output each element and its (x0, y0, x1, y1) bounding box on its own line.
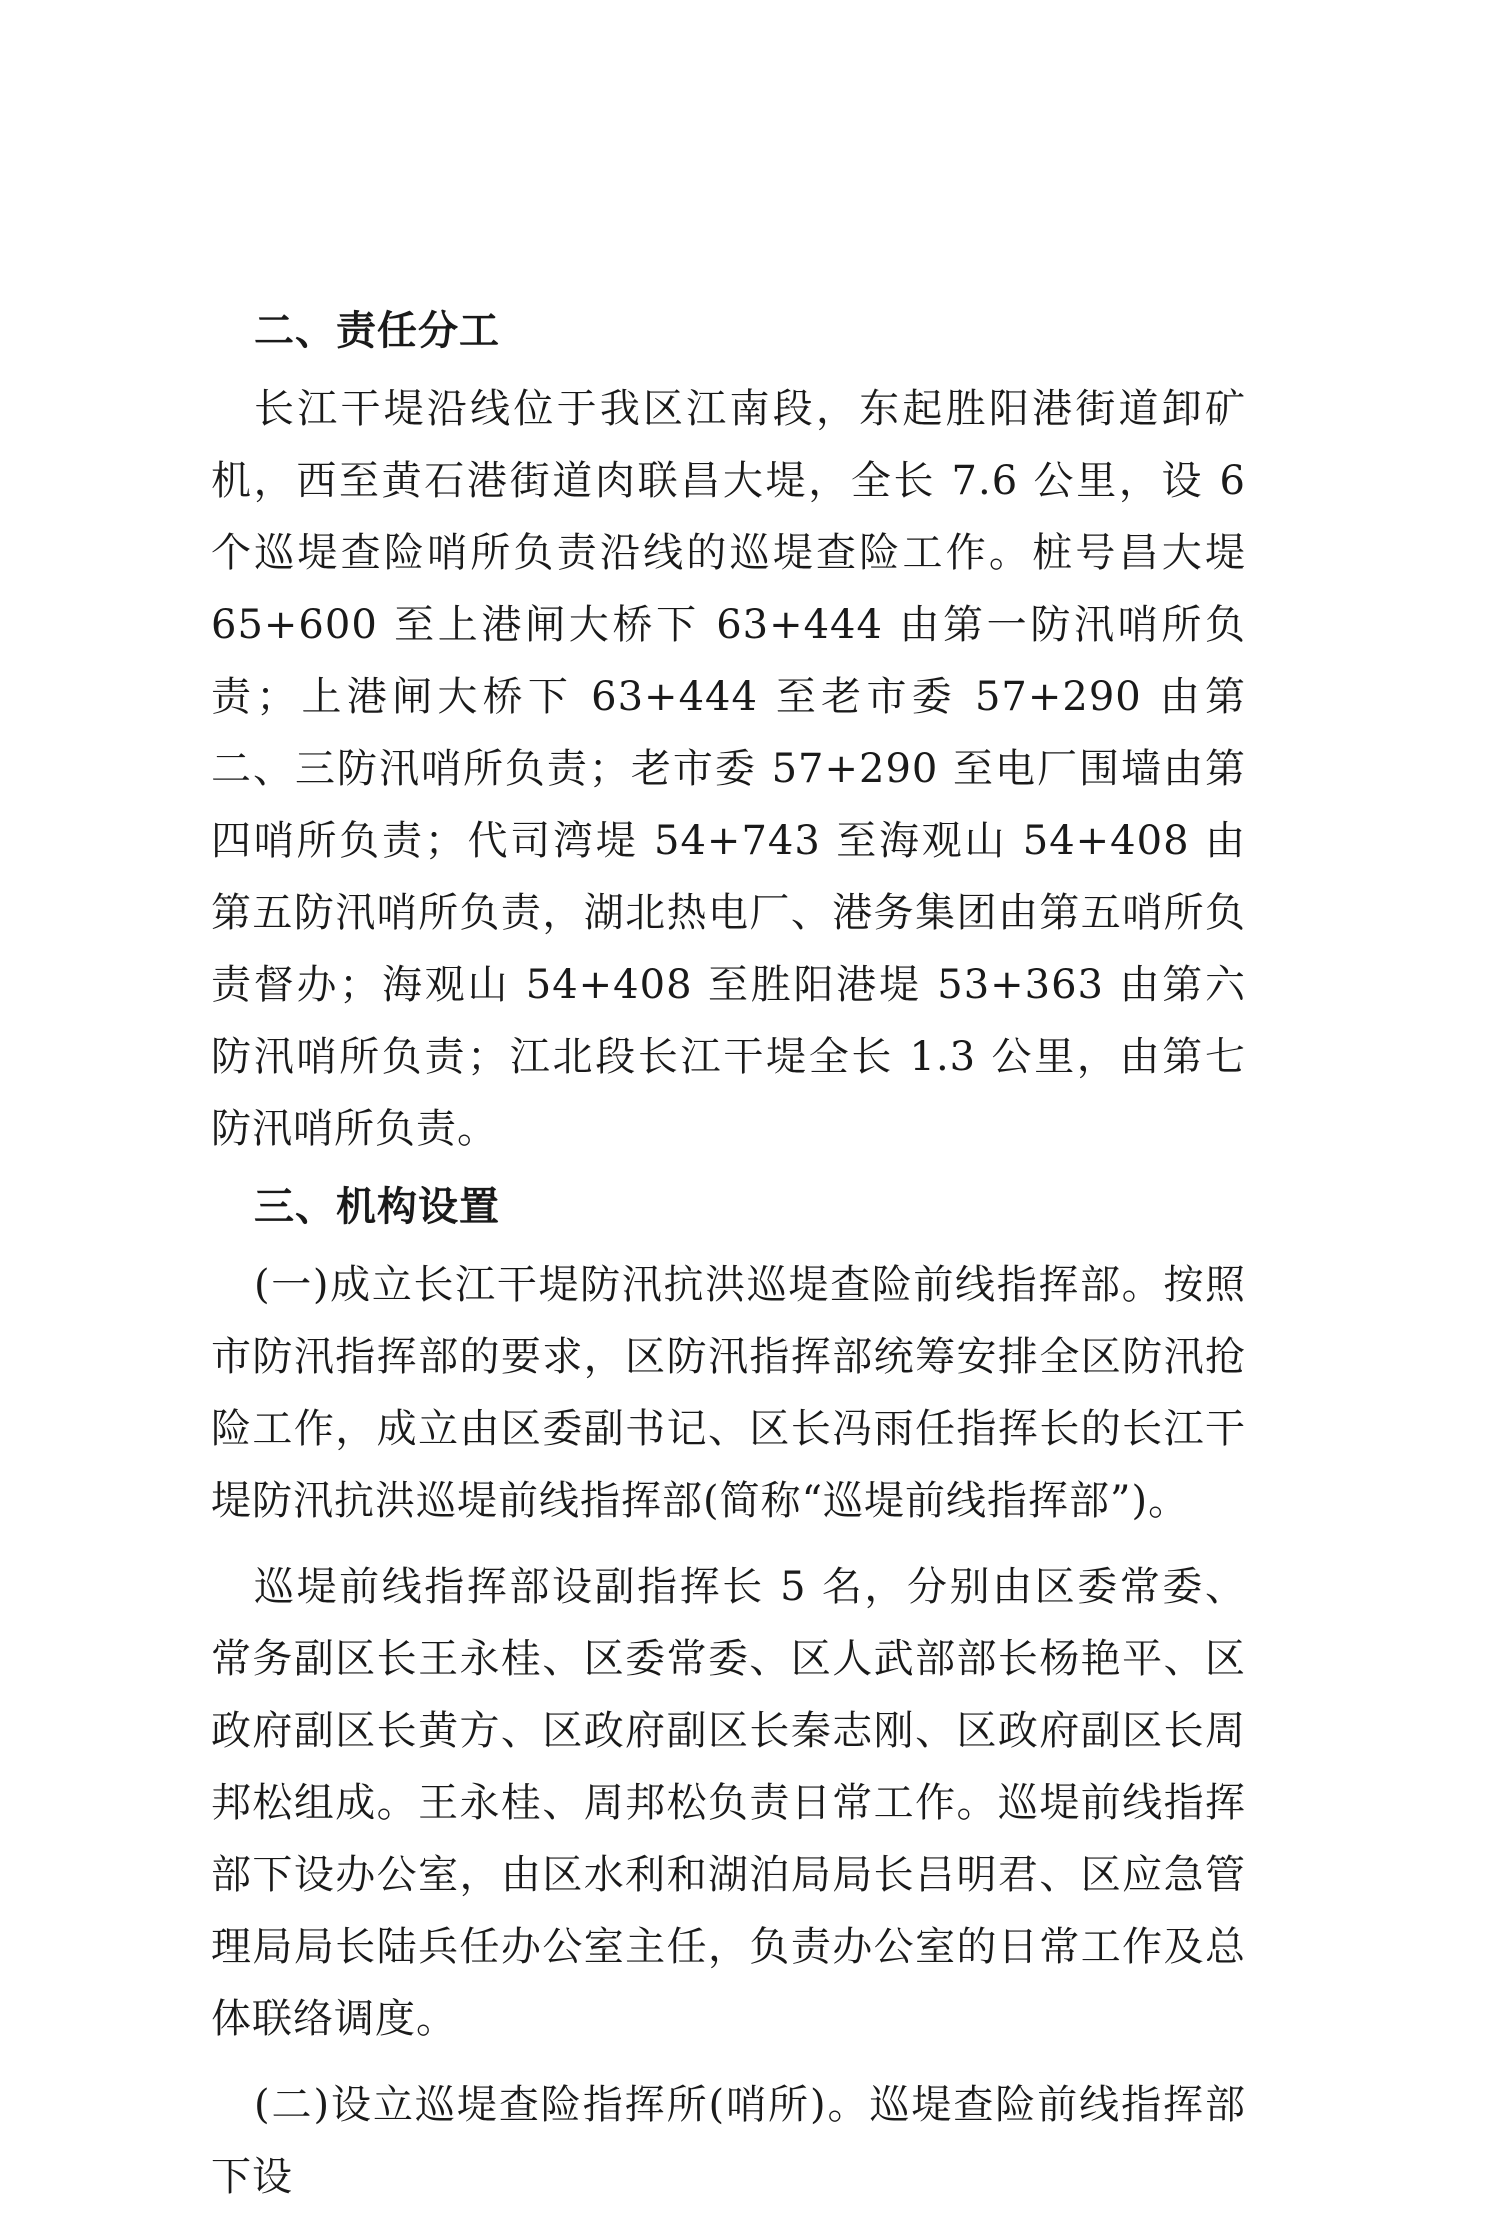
paragraph-responsibility: 长江干堤沿线位于我区江南段，东起胜阳港街道卸矿机，西至黄石港街道肉联昌大堤，全长 7.6 公里，设 6 个巡堤查险哨所负责沿线的巡堤查险工作。桩号昌大堤 65+600 至上港闸大桥下 63+444 由第一防汛哨所负责；上港闸大桥下 63+444 至老市委 57+290 由第二、三防汛哨所负责；老市委 57+290 至电厂围墙由第四哨所负责；代司湾堤 54+743 至海观山 54+408 由第五防汛哨所负责，湖北热电厂、港务集团由第五哨所负责督办；海观山 54+408 至胜阳港堤 53+363 由第六防汛哨所负责；江北段长江干堤全长 1.3 公里，由第七防汛哨所负责。 (211, 386, 1246, 1152)
paragraph-frontline-command: (一)成立长江干堤防汛抗洪巡堤查险前线指挥部。按照市防汛指挥部的要求，区防汛指挥部统筹安排全区防汛抢险工作，成立由区委副书记、区长冯雨任指挥长的长江干堤防汛抗洪巡堤前线指挥部(简称“巡堤前线指挥部”)。 (211, 1262, 1246, 1524)
section-heading-organization: 三、机构设置 (254, 1184, 500, 1230)
section-heading-responsibility: 二、责任分工 (254, 308, 500, 354)
paragraph-deputy-commanders: 巡堤前线指挥部设副指挥长 5 名，分别由区委常委、常务副区长王永桂、区委常委、区人武部部长杨艳平、区政府副区长黄方、区政府副区长秦志刚、区政府副区长周邦松组成。王永桂、周邦松负责日常工作。巡堤前线指挥部下设办公室，由区水利和湖泊局局长吕明君、区应急管理局局长陆兵任办公室主任，负责办公室的日常工作及总体联络调度。 (211, 1564, 1246, 2042)
document-body (211, 295, 1246, 2213)
paragraph-command-posts: (二)设立巡堤查险指挥所(哨所)。巡堤查险前线指挥部下设 (211, 2082, 1246, 2200)
